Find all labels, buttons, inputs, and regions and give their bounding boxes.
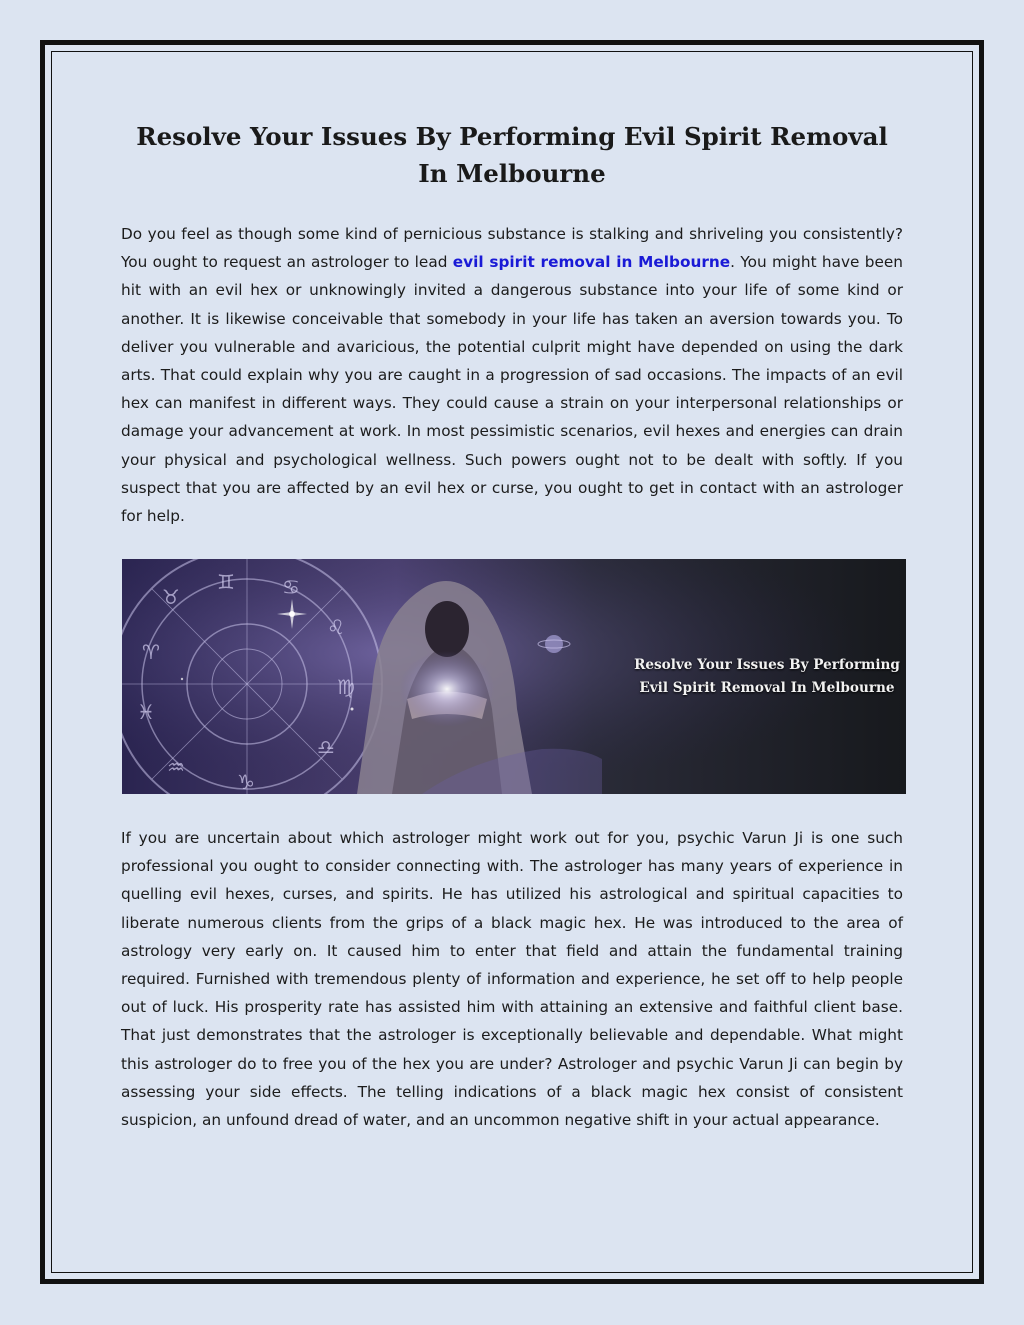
svg-text:♑: ♑ [237, 770, 255, 794]
svg-text:♈: ♈ [142, 640, 160, 664]
svg-text:♎: ♎ [317, 735, 335, 759]
svg-text:♍: ♍ [337, 675, 355, 699]
banner-caption-line-1: Resolve Your Issues By Performing [634, 657, 900, 673]
svg-text:♌: ♌ [327, 615, 345, 639]
paragraph-intro-after-link: . You might have been hit with an evil hex or unknowingly invited a dangerous substance into your life of some kind or another. It is likewise conceivable that somebody in your life has taken an aversion towards you. To deliver you vulnerable and avaricious, the potential culprit might have depended on using the dark arts. That could explain why you are caught in a progression of sad occasions. The impacts of an evil hex can manifest in different ways. They could cause a strain on your interpersonal relationships or damage your advancement at work. In most pessimistic scenarios, evil hexes and energies can drain your physical and psychological wellness. Such powers ought not to be dealt with softly. If you suspect that you are affected by an evil hex or curse, you ought to get in contact with an astrologer for help. [121, 253, 903, 526]
paragraph-intro [121, 220, 903, 530]
glowing-orb-icon [399, 651, 495, 727]
svg-text:♋: ♋ [282, 575, 300, 599]
svg-text:♓: ♓ [137, 700, 155, 724]
banner-caption [622, 654, 906, 700]
svg-text:♒: ♒ [167, 755, 185, 779]
paragraph-intro-before-link: Do you feel as though some kind of pernicious substance is stalking and shriveling you consistently? You ought to request an astrologer to lead [121, 225, 903, 272]
banner-image [122, 559, 906, 794]
document-title: Resolve Your Issues By Performing Evil Spirit Removal In Melbourne [136, 122, 888, 188]
paragraph-astrologer: If you are uncertain about which astrologer might work out for you, psychic Varun Ji is one such professional you ought to consider connecting with. The astrologer has many years of experience in quelling evil hexes, curses, and spirits. He has utilized his astrological and spiritual capacities to liberate numerous clients from the grips of a black magic hex. He was introduced to the area of astrology very early on. It caused him to enter that field and attain the fundamental training required. Furnished with tremendous plenty of information and experience, he set off to help people out of luck. His prosperity rate has assisted him with attaining an extensive and faithful client base. That just demonstrates that the astrologer is exceptionally believable and dependable. What might this astrologer do to free you of the hex you are under? Astrologer and psychic Varun Ji can begin by assessing your side effects. The telling indications of a black magic hex consist of consistent suspicion, an unfound dread of water, and an uncommon negative shift in your actual appearance. [121, 829, 903, 1130]
banner-caption-line-2: Evil Spirit Removal In Melbourne [639, 680, 895, 696]
svg-text:♊: ♊ [217, 570, 235, 594]
svg-text:♉: ♉ [162, 585, 180, 609]
evil-spirit-removal-link[interactable]: evil spirit removal in Melbourne [452, 253, 731, 272]
